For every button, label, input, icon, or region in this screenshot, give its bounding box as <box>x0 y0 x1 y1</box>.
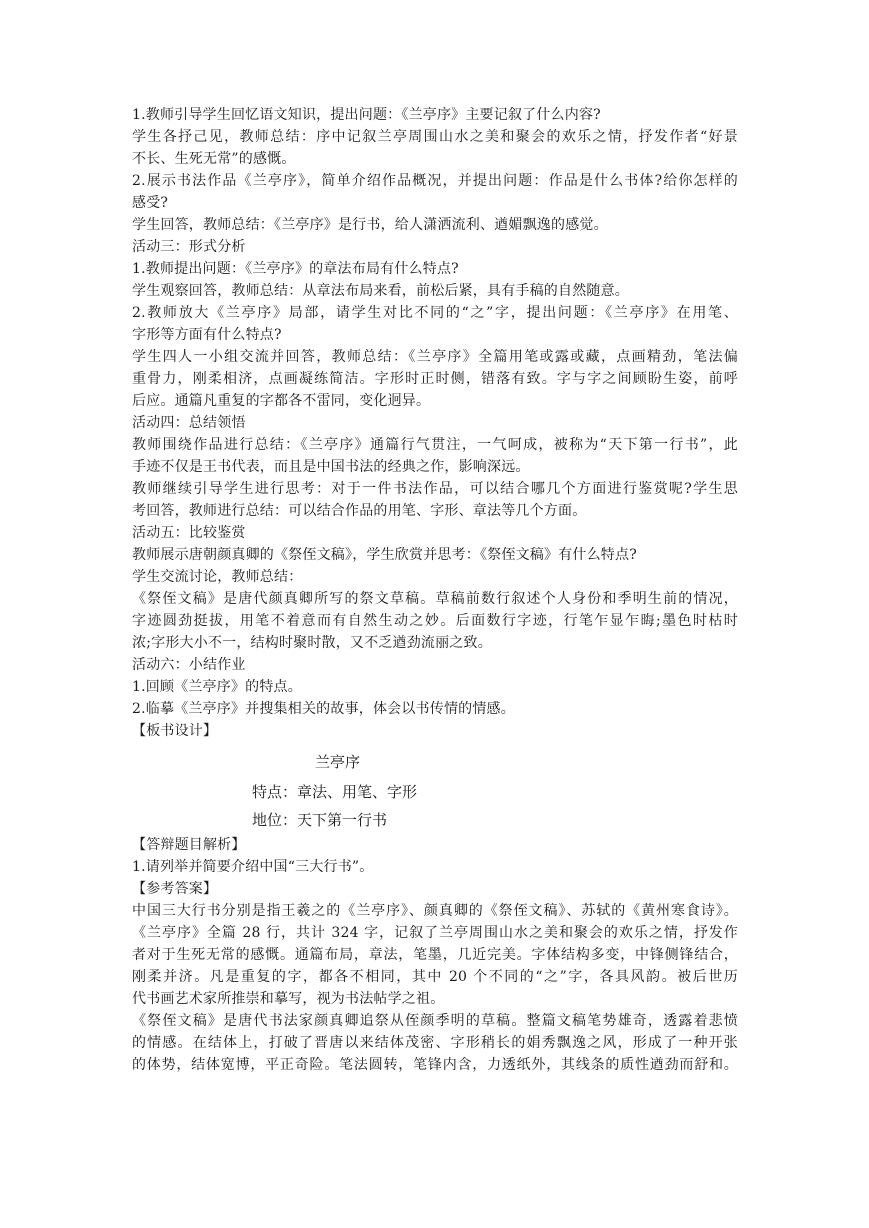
text-line: 1.回顾《兰亭序》的特点。 <box>132 679 302 695</box>
section-heading: 活动六：小结作业 <box>132 657 246 673</box>
text-line: 不长、生死无常”的感慨。 <box>132 151 296 167</box>
text-line: 教师围绕作品进行总结：《兰亭序》通篇行气贯注，一气呵成，被称为“天下第一行书”，此 <box>132 437 738 453</box>
text-line: 手迹不仅是王书代表，而且是中国书法的经典之作，影响深远。 <box>132 459 530 475</box>
text-line: 《祭侄文稿》是唐代颜真卿所写的祭文草稿。草稿前数行叙述个人身份和季明生前的情况， <box>132 591 738 607</box>
text-line: 1.教师引导学生回忆语文知识，提出问题：《兰亭序》主要记叙了什么内容? <box>132 107 601 123</box>
text-line: 刚柔并济。凡是重复的字，都各不相同，其中 20 个不同的“之”字，各具风韵。被后世历 <box>132 969 738 985</box>
section-heading: 【参考答案】 <box>132 881 218 897</box>
text-line: 2.教师放大《兰亭序》局部，请学生对比不同的“之”字，提出问题：《兰亭序》在用笔、 <box>132 305 738 321</box>
document-page <box>132 104 738 1076</box>
answer-section <box>132 834 738 1076</box>
text-line: 者对于生死无常的感慨。通篇布局，章法，笔墨，几近完美。字体结构多变，中锋侧锋结合， <box>132 947 738 963</box>
text-line: 代书画艺术家所推崇和摹写，视为书法帖学之祖。 <box>132 991 445 1007</box>
text-line: 字迹圆劲挺拔，用笔不着意而有自然生动之妙。后面数行字迹，行笔乍显乍晦;墨色时枯时 <box>132 613 738 629</box>
question-line: 1.请列举并简要介绍中国“三大行书”。 <box>132 859 374 875</box>
blackboard-design <box>132 742 738 830</box>
text-line: 字形等方面有什么特点? <box>132 327 282 343</box>
board-line-status: 地位：天下第一行书 <box>252 811 388 829</box>
board-title: 兰亭序 <box>315 753 361 771</box>
text-line: 教师继续引导学生进行思考：对于一件书法作品，可以结合哪几个方面进行鉴赏呢?学生思 <box>132 481 738 497</box>
section-heading: 活动三：形式分析 <box>132 239 246 255</box>
text-line: 的体势，结体宽博，平正奇险。笔法圆转，笔锋内含，力透纸外，其线条的质性遒劲而舒和。 <box>132 1057 738 1073</box>
lesson-activities <box>132 104 738 742</box>
text-line: 考回答，教师进行总结：可以结合作品的用笔、字形、章法等几个方面。 <box>132 503 587 519</box>
text-line: 后应。通篇凡重复的字都各不雷同，变化迥异。 <box>132 393 431 409</box>
text-line: 2.临摹《兰亭序》并搜集相关的故事，体会以书传情的情感。 <box>132 701 515 717</box>
section-heading: 活动四：总结领悟 <box>132 415 246 431</box>
text-line: 中国三大行书分别是指王羲之的《兰亭序》、颜真卿的《祭侄文稿》、苏轼的《黄州寒食诗》。 <box>132 903 738 919</box>
text-line: 学生观察回答，教师总结：从章法布局来看，前松后紧，具有手稿的自然随意。 <box>132 283 629 299</box>
text-line: 浓;字形大小不一，结构时聚时散，又不乏遒劲流丽之致。 <box>132 635 492 651</box>
text-line: 1.教师提出问题：《兰亭序》的章法布局有什么特点? <box>132 261 459 277</box>
section-heading: 【板书设计】 <box>132 723 218 739</box>
board-line-features: 特点：章法、用笔、字形 <box>252 783 418 801</box>
text-line: 学生交流讨论，教师总结： <box>132 569 303 585</box>
text-line: 学生四人一小组交流并回答，教师总结：《兰亭序》全篇用笔或露或藏，点画精劲，笔法偏 <box>132 349 738 365</box>
text-line: 《兰亭序》全篇 28 行，共计 324 字，记叙了兰亭周围山水之美和聚会的欢乐之情，抒发作 <box>132 925 738 941</box>
text-line: 学生回答，教师总结：《兰亭序》是行书，给人潇洒流利、遒媚飘逸的感觉。 <box>132 217 608 233</box>
text-line: 重骨力，刚柔相济，点画凝练简洁。字形时正时侧，错落有致。字与字之间顾盼生姿，前呼 <box>132 371 738 387</box>
text-line: 教师展示唐朝颜真卿的《祭侄文稿》，学生欣赏并思考：《祭侄文稿》有什么特点? <box>132 547 637 563</box>
text-line: 感受? <box>132 195 169 211</box>
section-heading: 活动五：比较鉴赏 <box>132 525 246 541</box>
text-line: 2.展示书法作品《兰亭序》，简单介绍作品概况，并提出问题：作品是什么书体?给你怎样的 <box>132 173 738 189</box>
section-heading: 【答辩题目解析】 <box>132 837 246 853</box>
text-line: 学生各抒己见，教师总结：序中记叙兰亭周围山水之美和聚会的欢乐之情，抒发作者“好景 <box>132 129 738 145</box>
text-line: 《祭侄文稿》是唐代书法家颜真卿追祭从侄颜季明的草稿。整篇文稿笔势雄奇，透露着悲愤 <box>132 1013 738 1029</box>
text-line: 的情感。在结体上，打破了晋唐以来结体茂密、字形稍长的娟秀飘逸之风，形成了一种开张 <box>132 1035 738 1051</box>
